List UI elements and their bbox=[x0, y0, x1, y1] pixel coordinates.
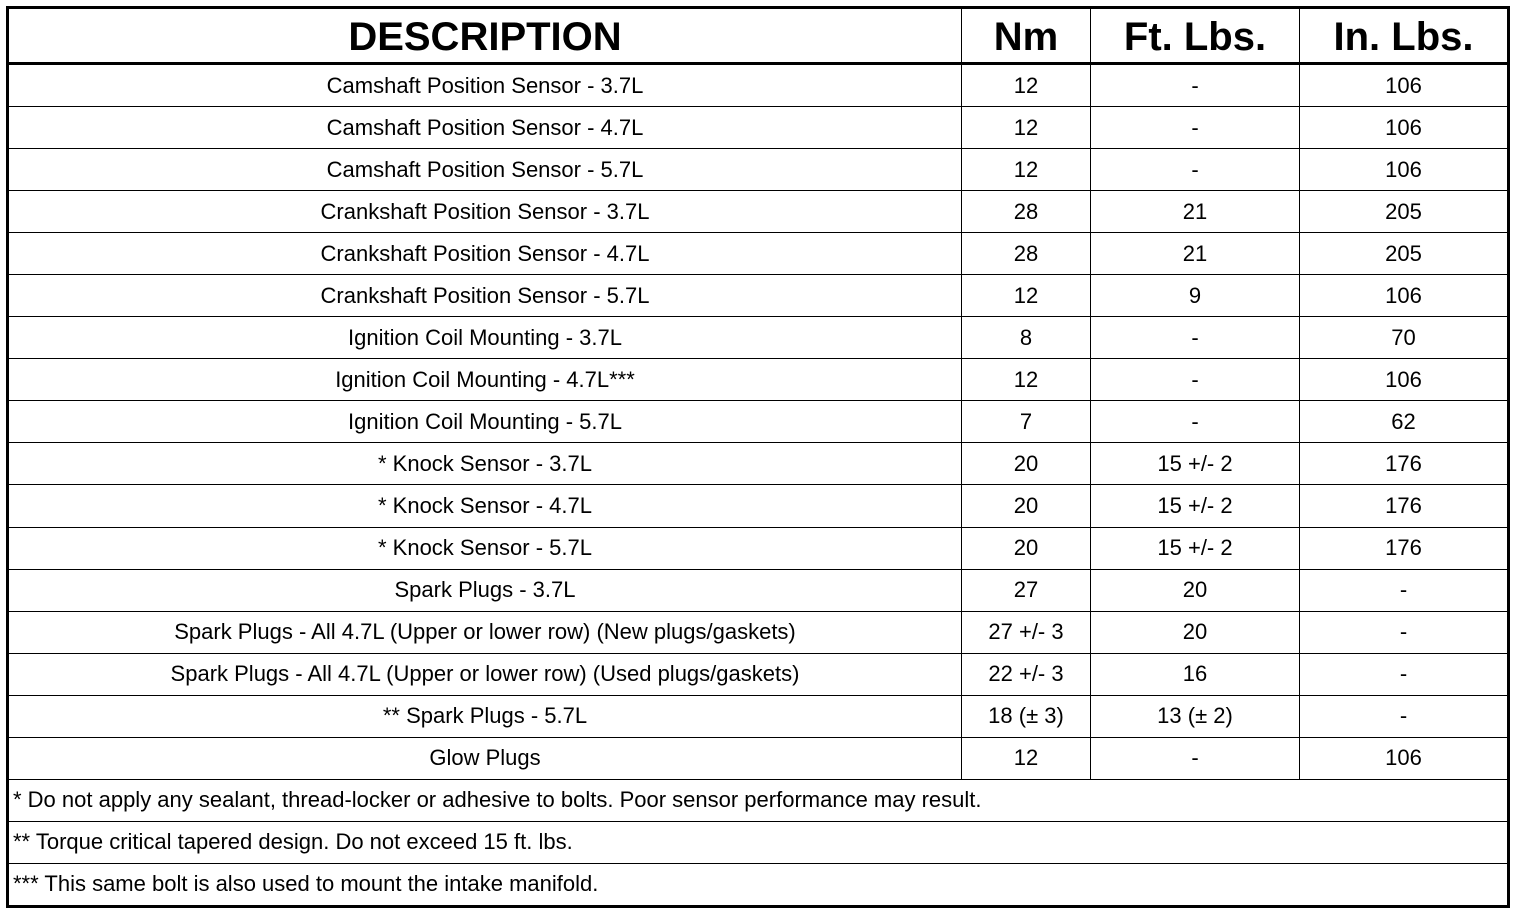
cell-in-lbs: 176 bbox=[1300, 443, 1509, 485]
cell-nm: 12 bbox=[962, 359, 1091, 401]
cell-description: Crankshaft Position Sensor - 3.7L bbox=[8, 191, 962, 233]
cell-in-lbs: 106 bbox=[1300, 275, 1509, 317]
table-row bbox=[8, 149, 1509, 191]
header-description: DESCRIPTION bbox=[8, 8, 962, 64]
footnote-row bbox=[8, 779, 1509, 821]
cell-ft-lbs: - bbox=[1091, 359, 1300, 401]
cell-nm: 22 +/- 3 bbox=[962, 653, 1091, 695]
cell-description: Camshaft Position Sensor - 3.7L bbox=[8, 64, 962, 107]
table-row bbox=[8, 443, 1509, 485]
cell-ft-lbs: 20 bbox=[1091, 611, 1300, 653]
table-row bbox=[8, 191, 1509, 233]
table-row bbox=[8, 695, 1509, 737]
cell-ft-lbs: - bbox=[1091, 64, 1300, 107]
table-row bbox=[8, 317, 1509, 359]
cell-nm: 28 bbox=[962, 191, 1091, 233]
footnote-sealant: * Do not apply any sealant, thread-locker or adhesive to bolts. Poor sensor performance may result. bbox=[8, 779, 1509, 821]
cell-ft-lbs: - bbox=[1091, 317, 1300, 359]
table-row bbox=[8, 737, 1509, 779]
cell-description: Ignition Coil Mounting - 3.7L bbox=[8, 317, 962, 359]
cell-ft-lbs: - bbox=[1091, 149, 1300, 191]
cell-ft-lbs: 15 +/- 2 bbox=[1091, 443, 1300, 485]
cell-in-lbs: 106 bbox=[1300, 359, 1509, 401]
cell-ft-lbs: - bbox=[1091, 401, 1300, 443]
cell-ft-lbs: 15 +/- 2 bbox=[1091, 485, 1300, 527]
header-in-lbs: In. Lbs. bbox=[1300, 8, 1509, 64]
cell-in-lbs: 106 bbox=[1300, 149, 1509, 191]
cell-nm: 27 bbox=[962, 569, 1091, 611]
cell-in-lbs: 70 bbox=[1300, 317, 1509, 359]
cell-nm: 12 bbox=[962, 149, 1091, 191]
cell-in-lbs: 106 bbox=[1300, 107, 1509, 149]
cell-nm: 12 bbox=[962, 107, 1091, 149]
cell-in-lbs: 106 bbox=[1300, 737, 1509, 779]
cell-ft-lbs: 21 bbox=[1091, 233, 1300, 275]
cell-in-lbs: - bbox=[1300, 653, 1509, 695]
cell-in-lbs: - bbox=[1300, 695, 1509, 737]
cell-nm: 20 bbox=[962, 485, 1091, 527]
cell-ft-lbs: 15 +/- 2 bbox=[1091, 527, 1300, 569]
cell-in-lbs: - bbox=[1300, 569, 1509, 611]
cell-ft-lbs: 20 bbox=[1091, 569, 1300, 611]
cell-in-lbs: 106 bbox=[1300, 64, 1509, 107]
table-row bbox=[8, 611, 1509, 653]
cell-description: Glow Plugs bbox=[8, 737, 962, 779]
cell-ft-lbs: 16 bbox=[1091, 653, 1300, 695]
table-row bbox=[8, 401, 1509, 443]
cell-nm: 12 bbox=[962, 64, 1091, 107]
table-row bbox=[8, 64, 1509, 107]
table-row bbox=[8, 569, 1509, 611]
cell-nm: 27 +/- 3 bbox=[962, 611, 1091, 653]
cell-description: Spark Plugs - 3.7L bbox=[8, 569, 962, 611]
cell-nm: 12 bbox=[962, 737, 1091, 779]
table-row bbox=[8, 653, 1509, 695]
footnote-torque-critical: ** Torque critical tapered design. Do not exceed 15 ft. lbs. bbox=[8, 821, 1509, 863]
cell-nm: 12 bbox=[962, 275, 1091, 317]
cell-nm: 20 bbox=[962, 527, 1091, 569]
cell-description: Crankshaft Position Sensor - 5.7L bbox=[8, 275, 962, 317]
footnote-row bbox=[8, 821, 1509, 863]
torque-spec-table bbox=[6, 6, 1510, 908]
cell-description: Crankshaft Position Sensor - 4.7L bbox=[8, 233, 962, 275]
cell-description: ** Spark Plugs - 5.7L bbox=[8, 695, 962, 737]
cell-description: Spark Plugs - All 4.7L (Upper or lower row) (New plugs/gaskets) bbox=[8, 611, 962, 653]
cell-ft-lbs: - bbox=[1091, 107, 1300, 149]
cell-description: * Knock Sensor - 4.7L bbox=[8, 485, 962, 527]
table-row bbox=[8, 359, 1509, 401]
cell-in-lbs: 176 bbox=[1300, 527, 1509, 569]
table-row bbox=[8, 485, 1509, 527]
cell-description: * Knock Sensor - 5.7L bbox=[8, 527, 962, 569]
cell-description: Ignition Coil Mounting - 4.7L*** bbox=[8, 359, 962, 401]
cell-description: Camshaft Position Sensor - 5.7L bbox=[8, 149, 962, 191]
cell-in-lbs: 205 bbox=[1300, 191, 1509, 233]
table-header bbox=[8, 8, 1509, 64]
footnote-intake-manifold: *** This same bolt is also used to mount the intake manifold. bbox=[8, 863, 1509, 906]
table-row bbox=[8, 107, 1509, 149]
cell-nm: 18 (± 3) bbox=[962, 695, 1091, 737]
cell-nm: 8 bbox=[962, 317, 1091, 359]
cell-description: Spark Plugs - All 4.7L (Upper or lower row) (Used plugs/gaskets) bbox=[8, 653, 962, 695]
cell-in-lbs: - bbox=[1300, 611, 1509, 653]
cell-ft-lbs: 13 (± 2) bbox=[1091, 695, 1300, 737]
table-body bbox=[8, 64, 1509, 907]
cell-ft-lbs: 21 bbox=[1091, 191, 1300, 233]
cell-nm: 7 bbox=[962, 401, 1091, 443]
table-row bbox=[8, 275, 1509, 317]
cell-nm: 20 bbox=[962, 443, 1091, 485]
cell-in-lbs: 62 bbox=[1300, 401, 1509, 443]
cell-description: Camshaft Position Sensor - 4.7L bbox=[8, 107, 962, 149]
header-row bbox=[8, 8, 1509, 64]
table-row bbox=[8, 527, 1509, 569]
footnote-row bbox=[8, 863, 1509, 906]
cell-ft-lbs: 9 bbox=[1091, 275, 1300, 317]
cell-in-lbs: 205 bbox=[1300, 233, 1509, 275]
cell-ft-lbs: - bbox=[1091, 737, 1300, 779]
header-ft-lbs: Ft. Lbs. bbox=[1091, 8, 1300, 64]
cell-in-lbs: 176 bbox=[1300, 485, 1509, 527]
cell-nm: 28 bbox=[962, 233, 1091, 275]
cell-description: * Knock Sensor - 3.7L bbox=[8, 443, 962, 485]
table-row bbox=[8, 233, 1509, 275]
cell-description: Ignition Coil Mounting - 5.7L bbox=[8, 401, 962, 443]
header-nm: Nm bbox=[962, 8, 1091, 64]
